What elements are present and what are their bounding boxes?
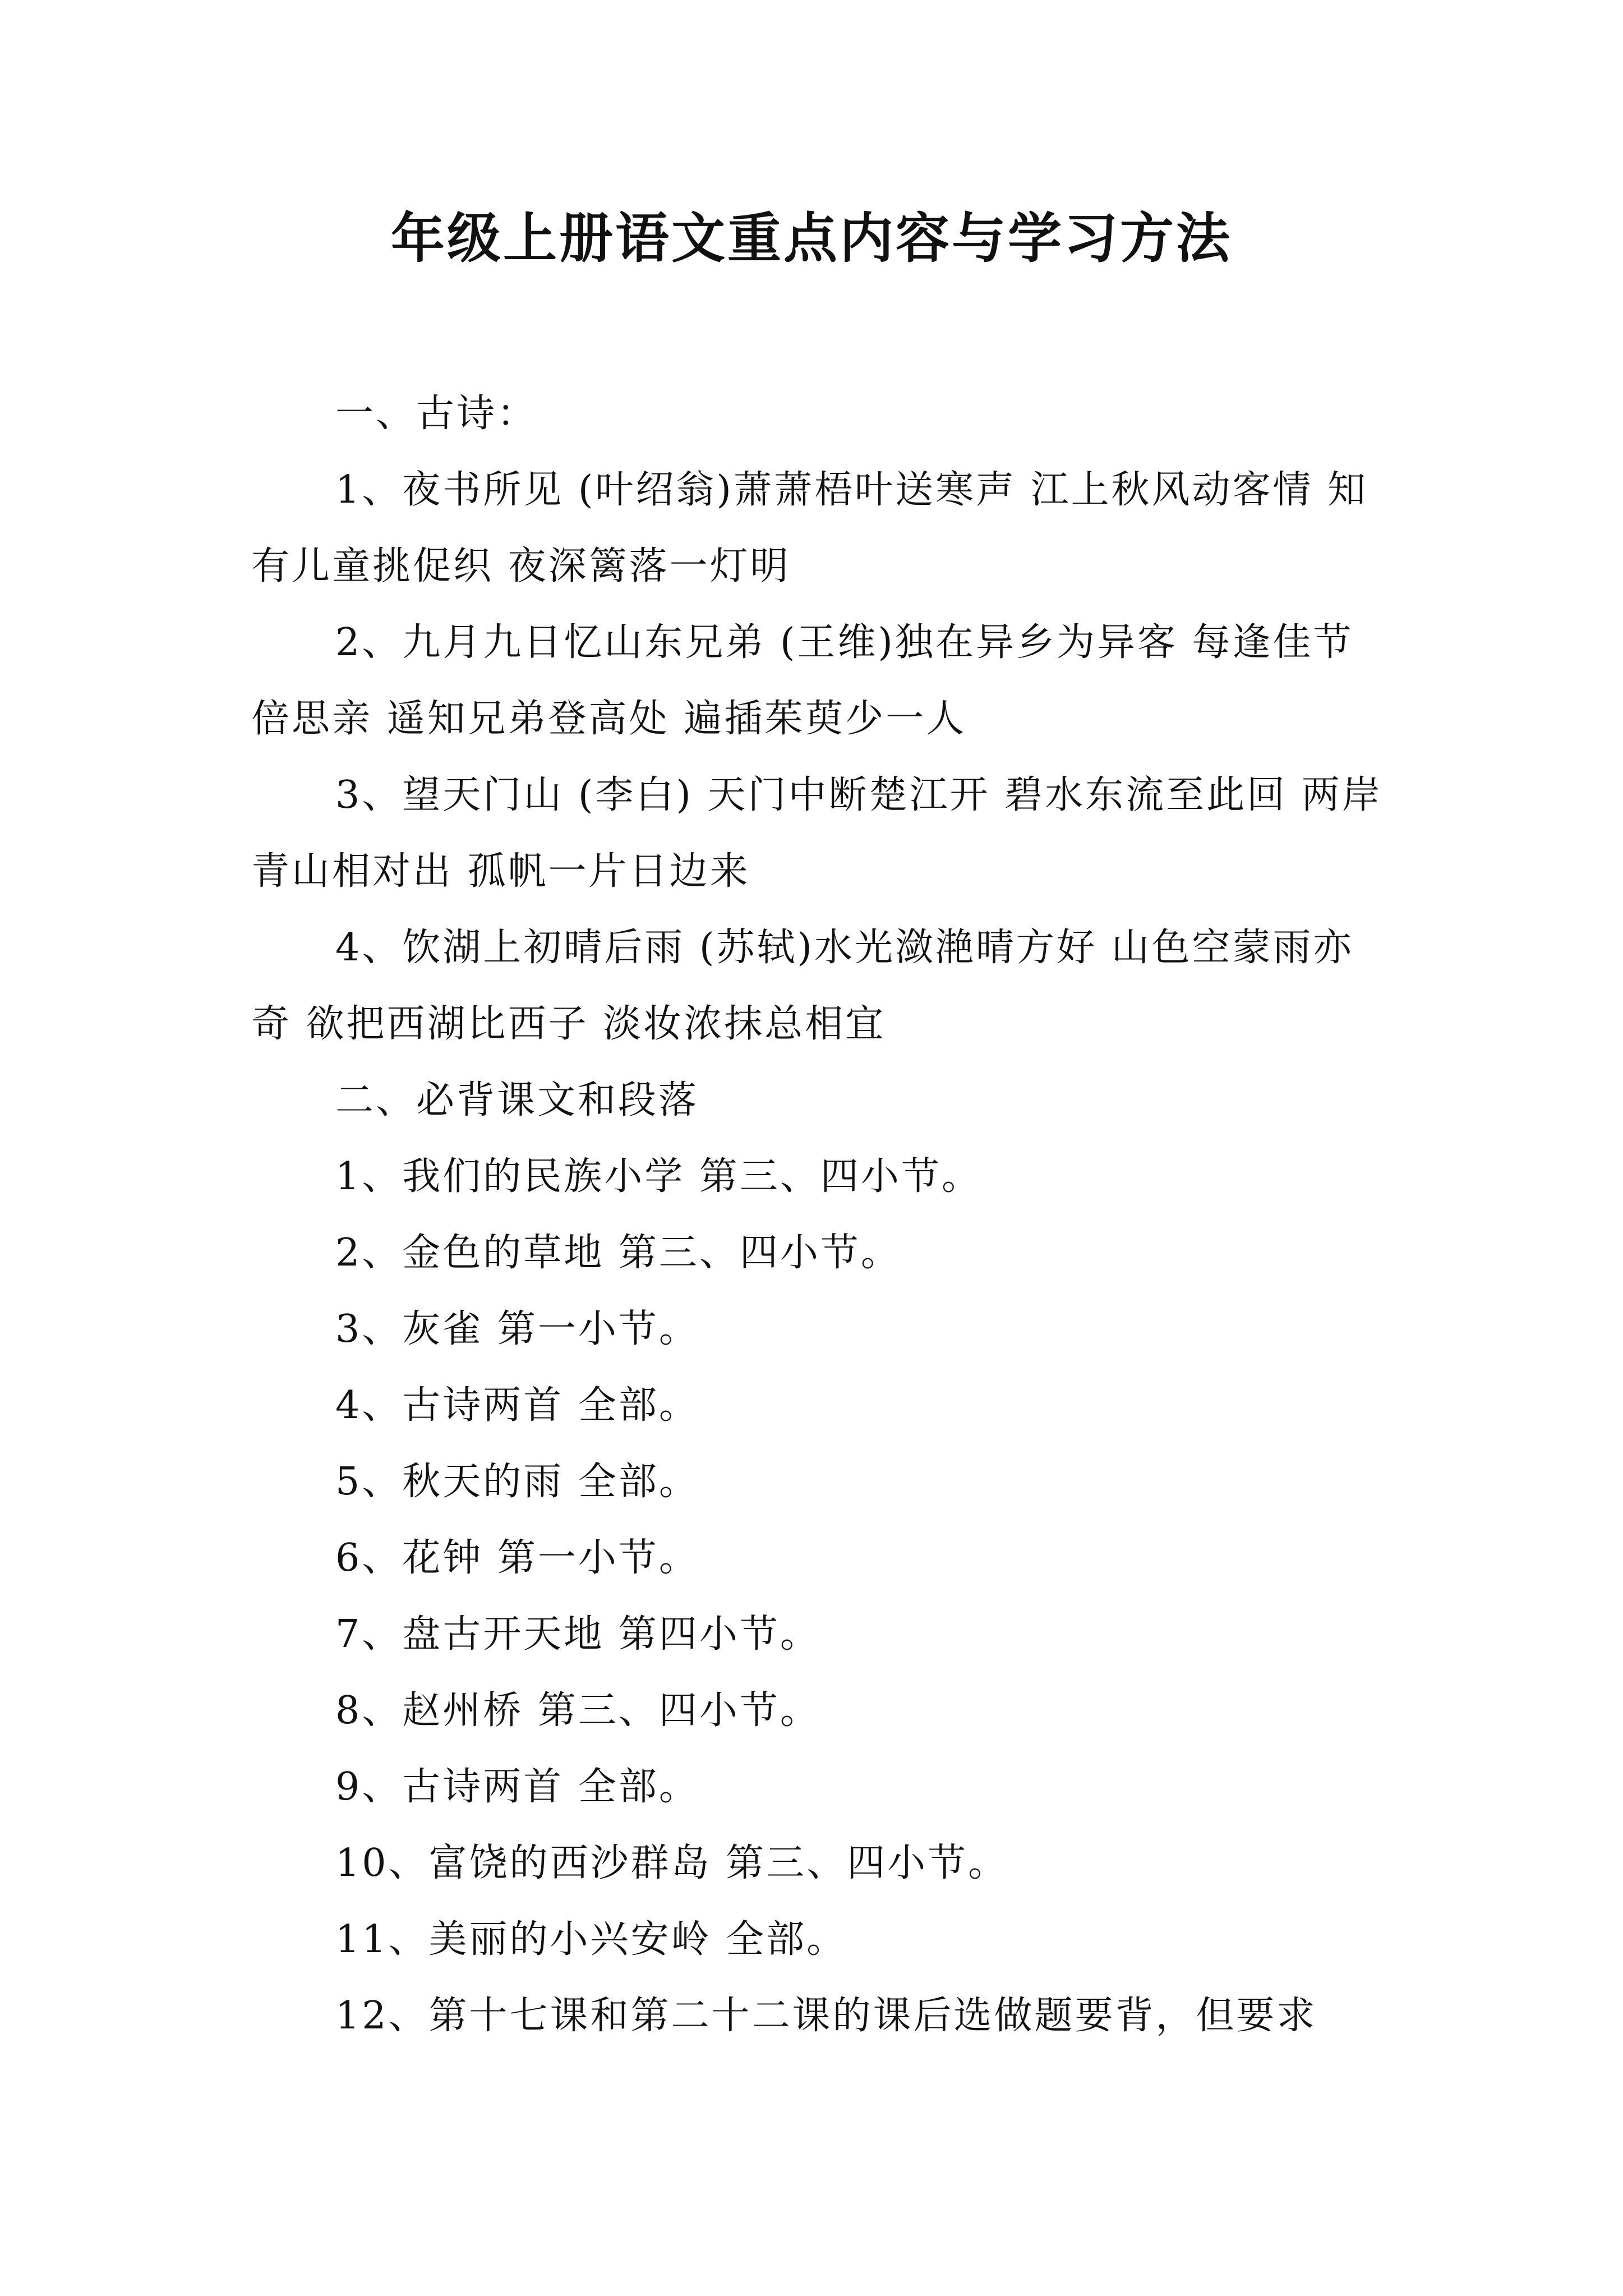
list-item: 12、第十七课和第二十二课的课后选做题要背，但要求: [335, 1994, 1317, 2038]
section-heading-required-texts: 二、必背课文和段落: [335, 1078, 699, 1122]
poem-paragraph: 4、饮湖上初晴后雨 (苏轼)水光潋滟晴方好 山色空蒙雨亦奇 欲把西湖比西子 淡妆浓抹总相宜: [251, 926, 1354, 1046]
list-item: 8、赵州桥 第三、四小节。: [335, 1688, 820, 1733]
list-item: 11、美丽的小兴安岭 全部。: [335, 1917, 847, 1962]
list-item: 2、金色的草地 第三、四小节。: [335, 1231, 901, 1275]
list-item: 7、盘古开天地 第四小节。: [335, 1612, 820, 1657]
list-item: 4、古诗两首 全部。: [335, 1383, 699, 1428]
poem-paragraph: 1、夜书所见 (叶绍翁)萧萧梧叶送寒声 江上秋风动客情 知有儿童挑促织 夜深篱落一灯明: [251, 468, 1368, 588]
poem-paragraph: 2、九月九日忆山东兄弟 (王维)独在异乡为异客 每逢佳节倍思亲 遥知兄弟登高处 遍插茱萸少一人: [251, 620, 1354, 741]
poem-paragraph: 3、望天门山 (李白) 天门中断楚江开 碧水东流至此回 两岸青山相对出 孤帆一片日边来: [251, 773, 1382, 894]
list-item: 9、古诗两首 全部。: [335, 1765, 699, 1809]
document-title: 年级上册语文重点内容与学习方法: [391, 206, 1232, 270]
section-heading-ancient-poems: 一、古诗：: [335, 392, 538, 436]
list-item: 1、我们的民族小学 第三、四小节。: [335, 1154, 982, 1199]
document-body: [251, 376, 1384, 2054]
list-item: 5、秋天的雨 全部。: [335, 1460, 699, 1504]
list-item: 6、花钟 第一小节。: [335, 1536, 699, 1580]
list-item: 10、富饶的西沙群岛 第三、四小节。: [335, 1841, 1009, 1885]
list-item: 3、灰雀 第一小节。: [335, 1307, 699, 1351]
